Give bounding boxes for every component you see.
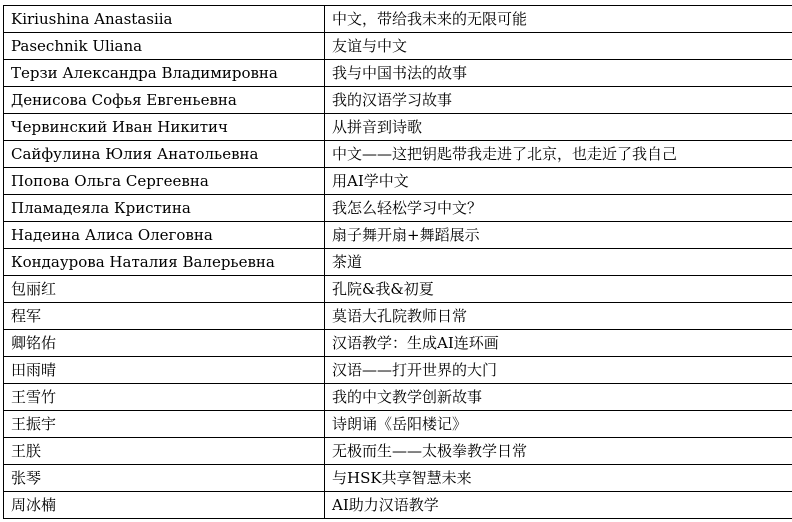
- participant-name: 包丽红: [4, 276, 325, 303]
- table-row: [4, 465, 792, 492]
- table-row: [4, 222, 792, 249]
- presentation-title: 中文，带给我未来的无限可能: [325, 6, 792, 33]
- participant-name: 田雨晴: [4, 357, 325, 384]
- table-row: [4, 357, 792, 384]
- table-row: [4, 411, 792, 438]
- participant-name: Попова Ольга Сергеевна: [4, 168, 325, 195]
- table-row: [4, 87, 792, 114]
- participant-name: 周冰楠: [4, 492, 325, 519]
- table-row: [4, 195, 792, 222]
- participant-name: Надеина Алиса Олеговна: [4, 222, 325, 249]
- table-row: [4, 492, 792, 519]
- table-row: [4, 330, 792, 357]
- presentation-title: 无极而生——太极拳教学日常: [325, 438, 792, 465]
- participant-name: 王振宇: [4, 411, 325, 438]
- presentation-title: AI助力汉语教学: [325, 492, 792, 519]
- participant-name: Терзи Александра Владимировна: [4, 60, 325, 87]
- participant-name: 程军: [4, 303, 325, 330]
- participants-table: [3, 5, 792, 519]
- table-row: [4, 438, 792, 465]
- presentation-title: 我怎么轻松学习中文？: [325, 195, 792, 222]
- participant-name: 卿铭佑: [4, 330, 325, 357]
- participant-name: Пламадеяла Кристина: [4, 195, 325, 222]
- table-row: [4, 114, 792, 141]
- table-row: [4, 141, 792, 168]
- table-row: [4, 168, 792, 195]
- table-row: [4, 303, 792, 330]
- table-row: [4, 6, 792, 33]
- participants-table-body: [4, 6, 792, 519]
- presentation-title: 我与中国书法的故事: [325, 60, 792, 87]
- presentation-title: 我的汉语学习故事: [325, 87, 792, 114]
- presentation-title: 孔院&我&初夏: [325, 276, 792, 303]
- presentation-title: 中文——这把钥匙带我走进了北京，也走近了我自己: [325, 141, 792, 168]
- presentation-title: 汉语教学：生成AI连环画: [325, 330, 792, 357]
- participant-name: Pasechnik Uliana: [4, 33, 325, 60]
- participant-name: Червинский Иван Никитич: [4, 114, 325, 141]
- table-row: [4, 33, 792, 60]
- participant-name: Kiriushina Anastasiia: [4, 6, 325, 33]
- presentation-title: 我的中文教学创新故事: [325, 384, 792, 411]
- participant-name: Денисова Софья Евгеньевна: [4, 87, 325, 114]
- presentation-title: 从拼音到诗歌: [325, 114, 792, 141]
- presentation-title: 与HSK共享智慧未来: [325, 465, 792, 492]
- presentation-title: 扇子舞开扇+舞蹈展示: [325, 222, 792, 249]
- presentation-title: 友谊与中文: [325, 33, 792, 60]
- table-row: [4, 60, 792, 87]
- presentation-title: 莫语大孔院教师日常: [325, 303, 792, 330]
- table-row: [4, 384, 792, 411]
- table-row: [4, 276, 792, 303]
- presentation-title: 茶道: [325, 249, 792, 276]
- table-row: [4, 249, 792, 276]
- participant-name: Кондаурова Наталия Валерьевна: [4, 249, 325, 276]
- participant-name: 王朕: [4, 438, 325, 465]
- participant-name: 王雪竹: [4, 384, 325, 411]
- participant-name: Сайфулина Юлия Анатольевна: [4, 141, 325, 168]
- presentation-title: 用AI学中文: [325, 168, 792, 195]
- presentation-title: 汉语——打开世界的大门: [325, 357, 792, 384]
- presentation-title: 诗朗诵《岳阳楼记》: [325, 411, 792, 438]
- participant-name: 张琴: [4, 465, 325, 492]
